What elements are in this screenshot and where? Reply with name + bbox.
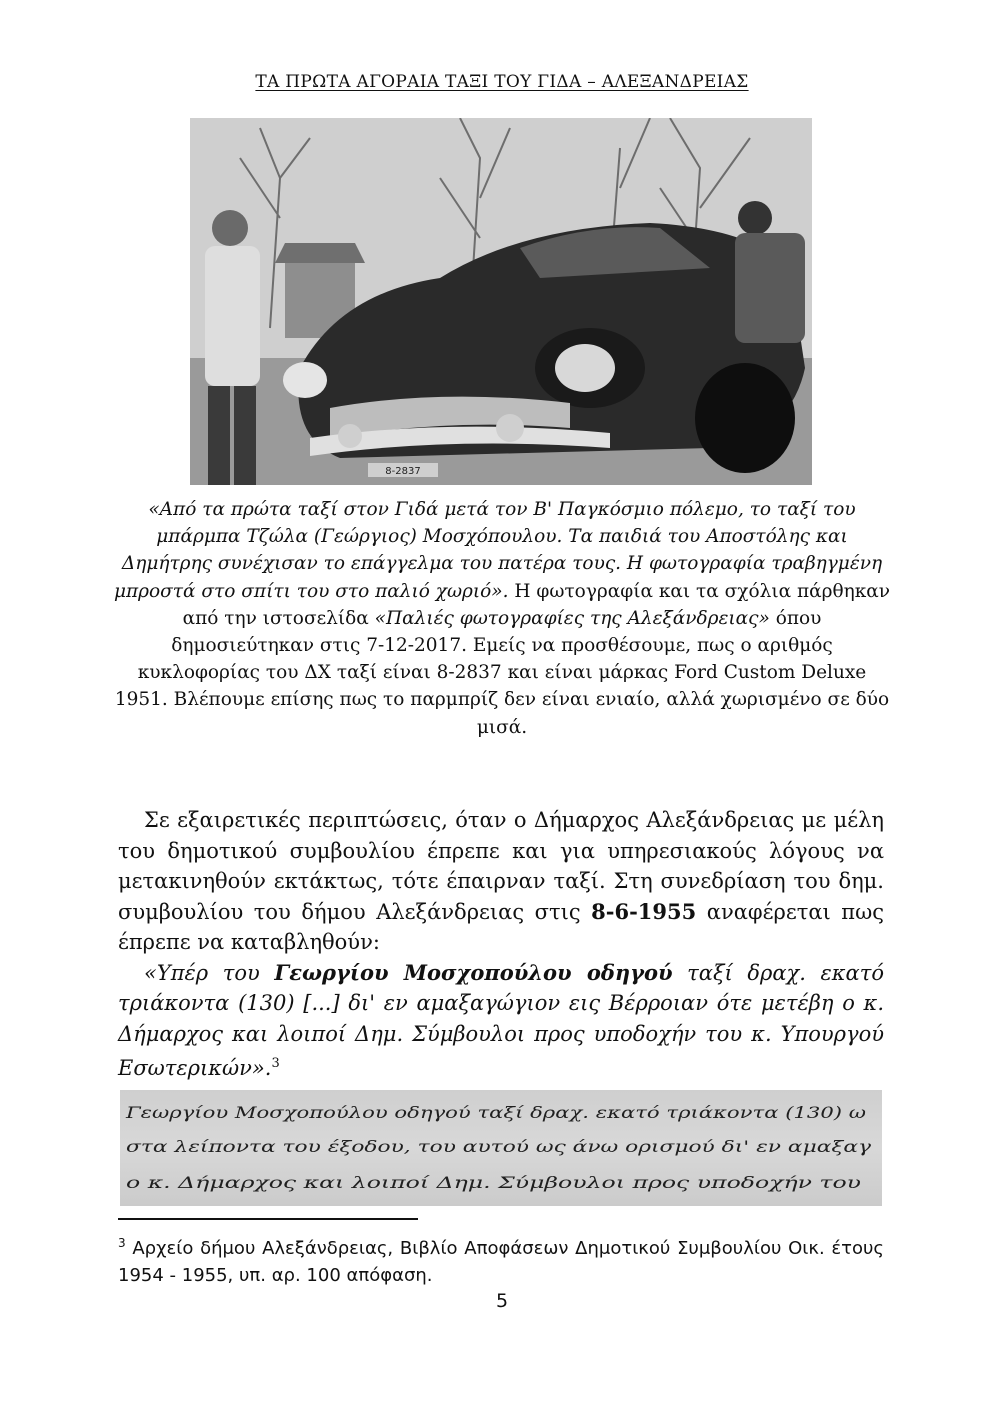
meeting-date: 8-6-1955 <box>591 898 697 924</box>
manuscript-line-1: Γεωργίου Μοσχοπούλου οδηγού ταξί δραχ. εκατό τριάκοντα (130) ω <box>124 1103 867 1122</box>
photo-caption <box>110 496 894 741</box>
manuscript-excerpt <box>120 1090 882 1206</box>
footnote <box>118 1230 884 1289</box>
council-quote <box>118 958 884 1084</box>
caption-source-intro: Η φωτογραφία και τα σχόλια πάρθηκαν από την ιστοσελίδα <box>182 580 891 629</box>
taxi-photograph <box>190 118 812 485</box>
caption-website: «Παλιές φωτογραφίες της Αλεξάνδρειας» <box>374 607 770 629</box>
paragraph-1-text: Σε εξαιρετικές περιπτώσεις, όταν ο Δήμαρχος Αλεξάνδρειας με μέλη του δημοτικού συμβουλίου έπρεπε και για υπηρεσιακούς λόγους να μετακινηθούν εκτάκτως, τότε έπαιρναν ταξί. Στη συνεδρίαση του δημ. συμβουλίου του δήμου Αλεξάνδρειας στις <box>118 808 884 924</box>
caption-notes: όπου δημοσιεύτηκαν στις 7-12-2017. Εμείς να προσθέσουμε, πως ο αριθμός κυκλοφορίας του ΔΧ ταξί είναι 8-2837 και είναι μάρκας Ford Custom Deluxe 1951. Βλέπουμε επίσης πως το παρμπρίζ δεν είναι ενιαίο, αλλά χωρισμένο σε δύο μισά. <box>114 607 890 738</box>
footnote-rule <box>118 1218 418 1220</box>
quote-rest: ταξί δραχ. εκατό τριάκοντα (130) [...] δι' εν αμαξαγώγιον εις Βέρροιαν ότε μετέβη ο κ. Δήμαρχος και λοιποί Δημ. Σύμβουλοι προς υποδοχήν του κ. Υπουργού Εσωτερικών». <box>118 960 885 1080</box>
body-text <box>118 805 884 1084</box>
license-plate: 8-2837 <box>385 466 421 477</box>
caption-quote: «Από τα πρώτα ταξί στον Γιδά μετά τον Β' Παγκόσμιο πόλεμο, το ταξί του μπάρμπα Τζώλα (Γεώργιος) Μοσχόπουλου. Τα παιδιά του Αποστόλης και Δημήτρης συνέχισαν το επάγγελμα του πατέρα τους. Η φωτογραφία τραβηγμένη μπροστά στο σπίτι του στο παλιό χωριό». <box>113 499 883 602</box>
running-header: ΤΑ ΠΡΩΤΑ ΑΓΟΡΑΙΑ ΤΑΞΙ ΤΟΥ ΓΙΔΑ – ΑΛΕΞΑΝΔΡΕΙΑΣ <box>255 72 749 92</box>
quote-start: «Υπέρ του <box>144 960 275 985</box>
photo-illustration <box>190 118 812 485</box>
footnote-text: Αρχείο δήμου Αλεξάνδρειας, Βιβλίο Αποφάσεων Δημοτικού Συμβουλίου Οικ. έτους 1954 - 1955, υπ. αρ. 100 απόφαση. <box>118 1238 884 1286</box>
manuscript-line-2: στα λείποντα του έξοδου, του αυτού ως άνω ορισμού δι' εν αμαξαγ <box>126 1137 872 1156</box>
page-number: 5 <box>495 1290 509 1312</box>
footnote-ref: 3 <box>271 1056 280 1071</box>
manuscript-line-3: ο κ. Δήμαρχος και λοιποί Δημ. Σύμβουλοι προς υποδοχήν του <box>126 1173 862 1192</box>
paragraph-1-end: αναφέρεται πως έπρεπε να καταβληθούν: <box>118 899 884 954</box>
manuscript-image <box>120 1090 882 1206</box>
quote-driver-name: Γεωργίου Μοσχοπούλου οδηγού <box>274 959 673 985</box>
paragraph-1 <box>118 805 884 958</box>
footnote-number: 3 <box>118 1236 126 1250</box>
